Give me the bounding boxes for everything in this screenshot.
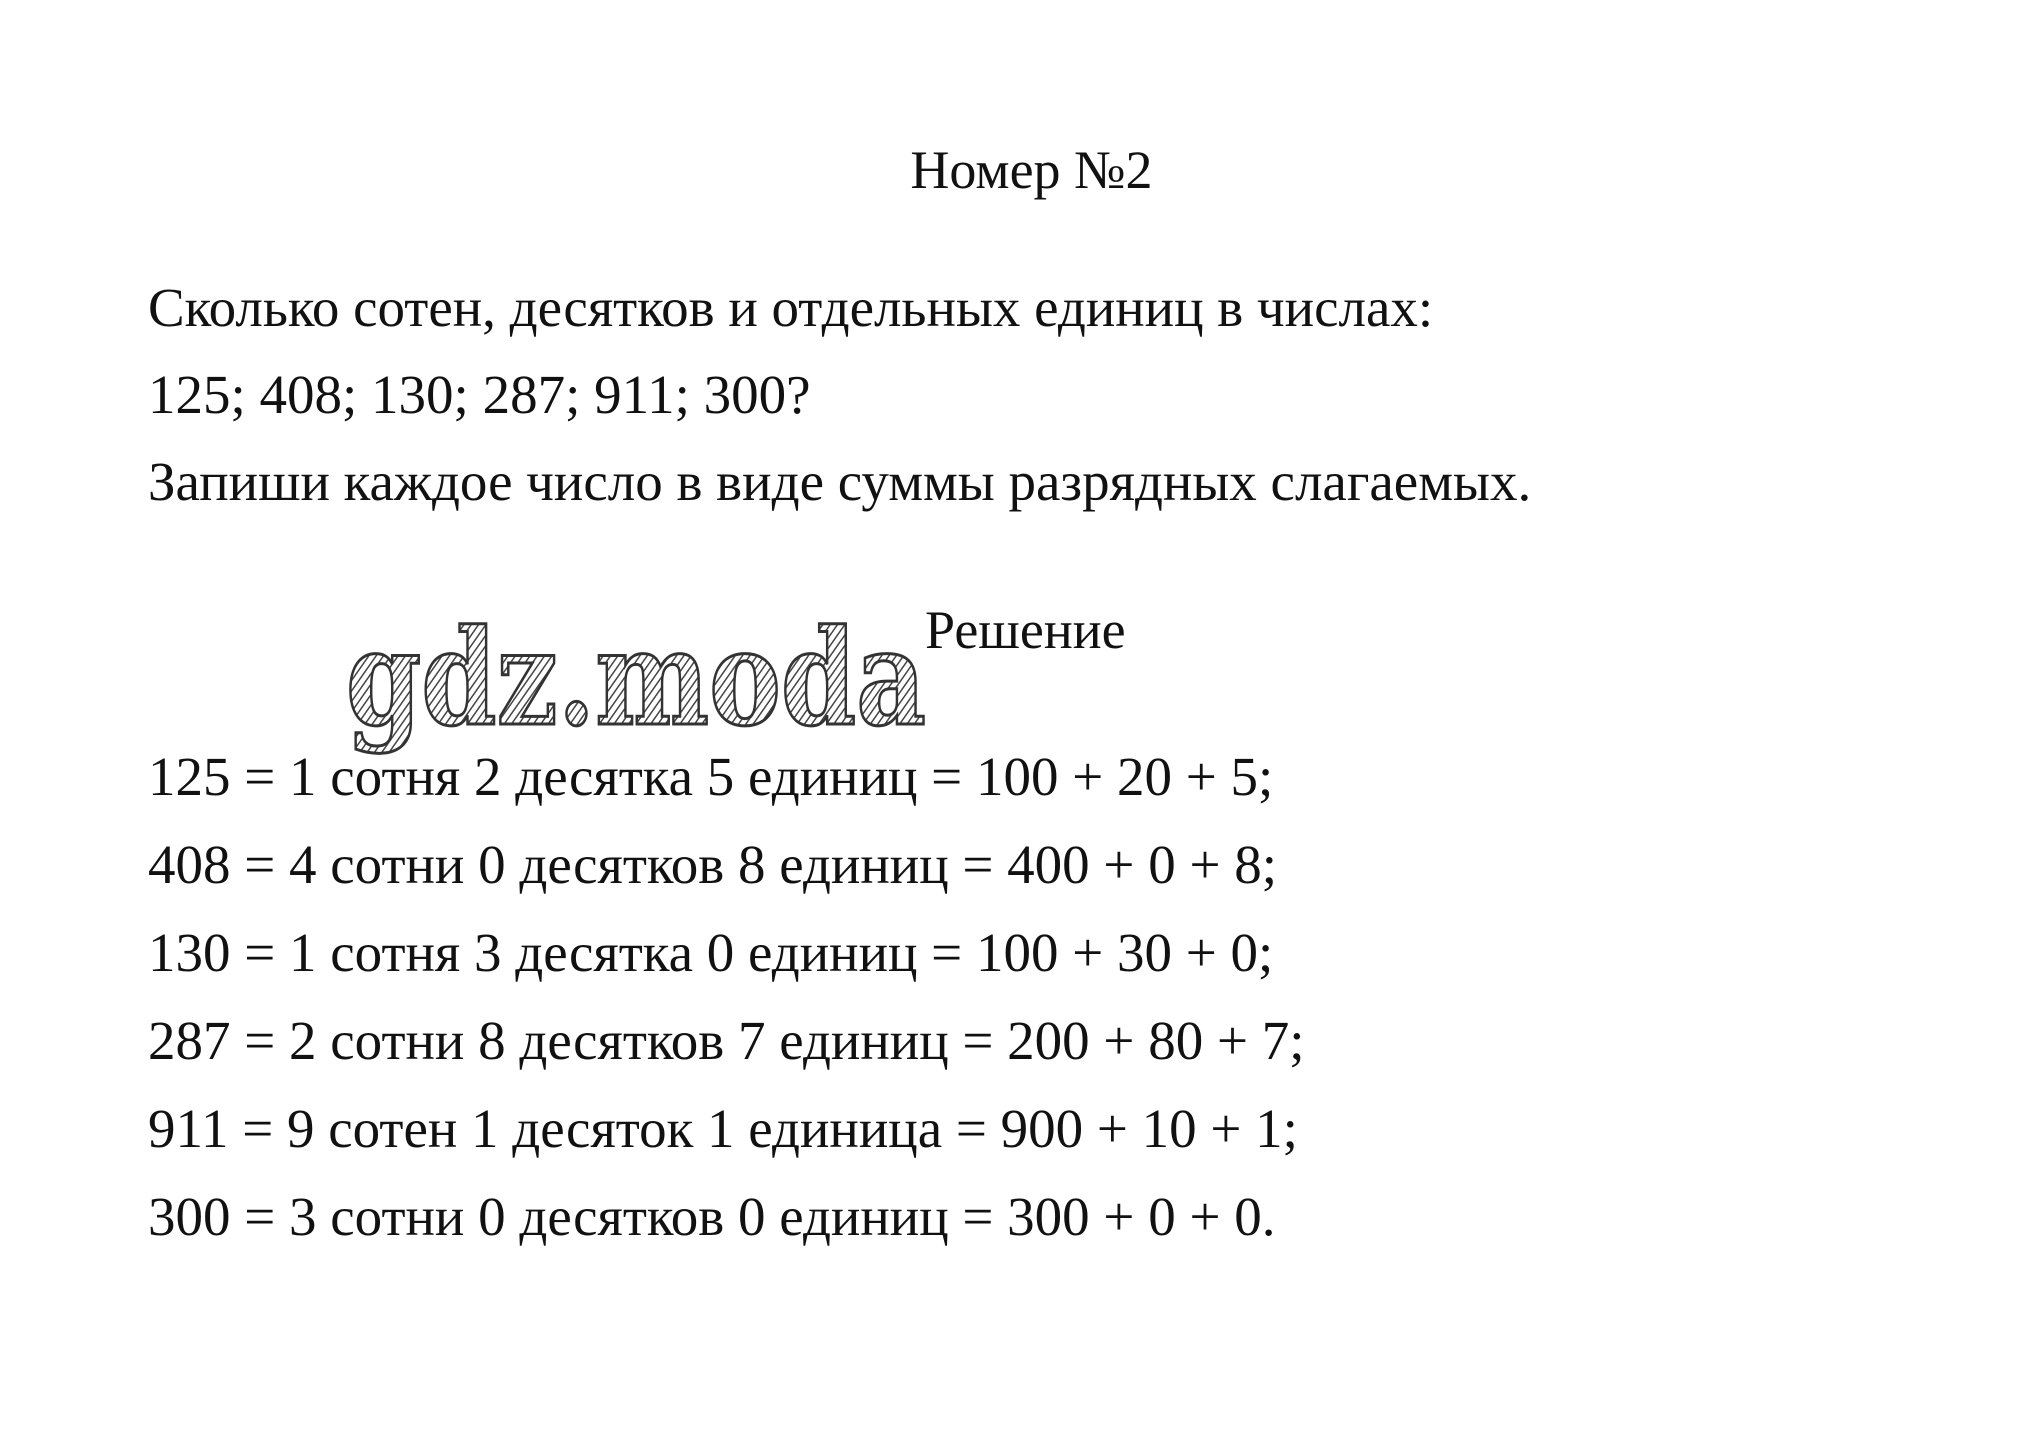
- answer-line-1: 125 = 1 сотня 2 десятка 5 единиц = 100 + 20 + 5;: [148, 746, 1274, 807]
- answer-line-2: 408 = 4 сотни 0 десятков 8 единиц = 400 + 0 + 8;: [148, 834, 1278, 895]
- answer-line-3: 130 = 1 сотня 3 десятка 0 единиц = 100 + 30 + 0;: [148, 922, 1274, 983]
- watermark-logo: [340, 612, 940, 762]
- solution-heading: Решение: [925, 600, 1126, 660]
- answer-line-5: 911 = 9 сотен 1 десяток 1 единица = 900 + 10 + 1;: [148, 1098, 1298, 1159]
- task-line-2: 125; 408; 130; 287; 911; 300?: [148, 364, 811, 425]
- watermark-text: gdz.moda: [346, 612, 926, 756]
- answer-line-6: 300 = 3 сотни 0 десятков 0 единиц = 300 + 0 + 0.: [148, 1186, 1276, 1247]
- task-line-3: Запиши каждое число в виде суммы разрядных слагаемых.: [148, 451, 1532, 512]
- answer-line-4: 287 = 2 сотни 8 десятков 7 единиц = 200 + 80 + 7;: [148, 1010, 1305, 1071]
- page-title: Номер №2: [910, 140, 1153, 200]
- task-line-1: Сколько сотен, десятков и отдельных единиц в числах:: [148, 277, 1434, 338]
